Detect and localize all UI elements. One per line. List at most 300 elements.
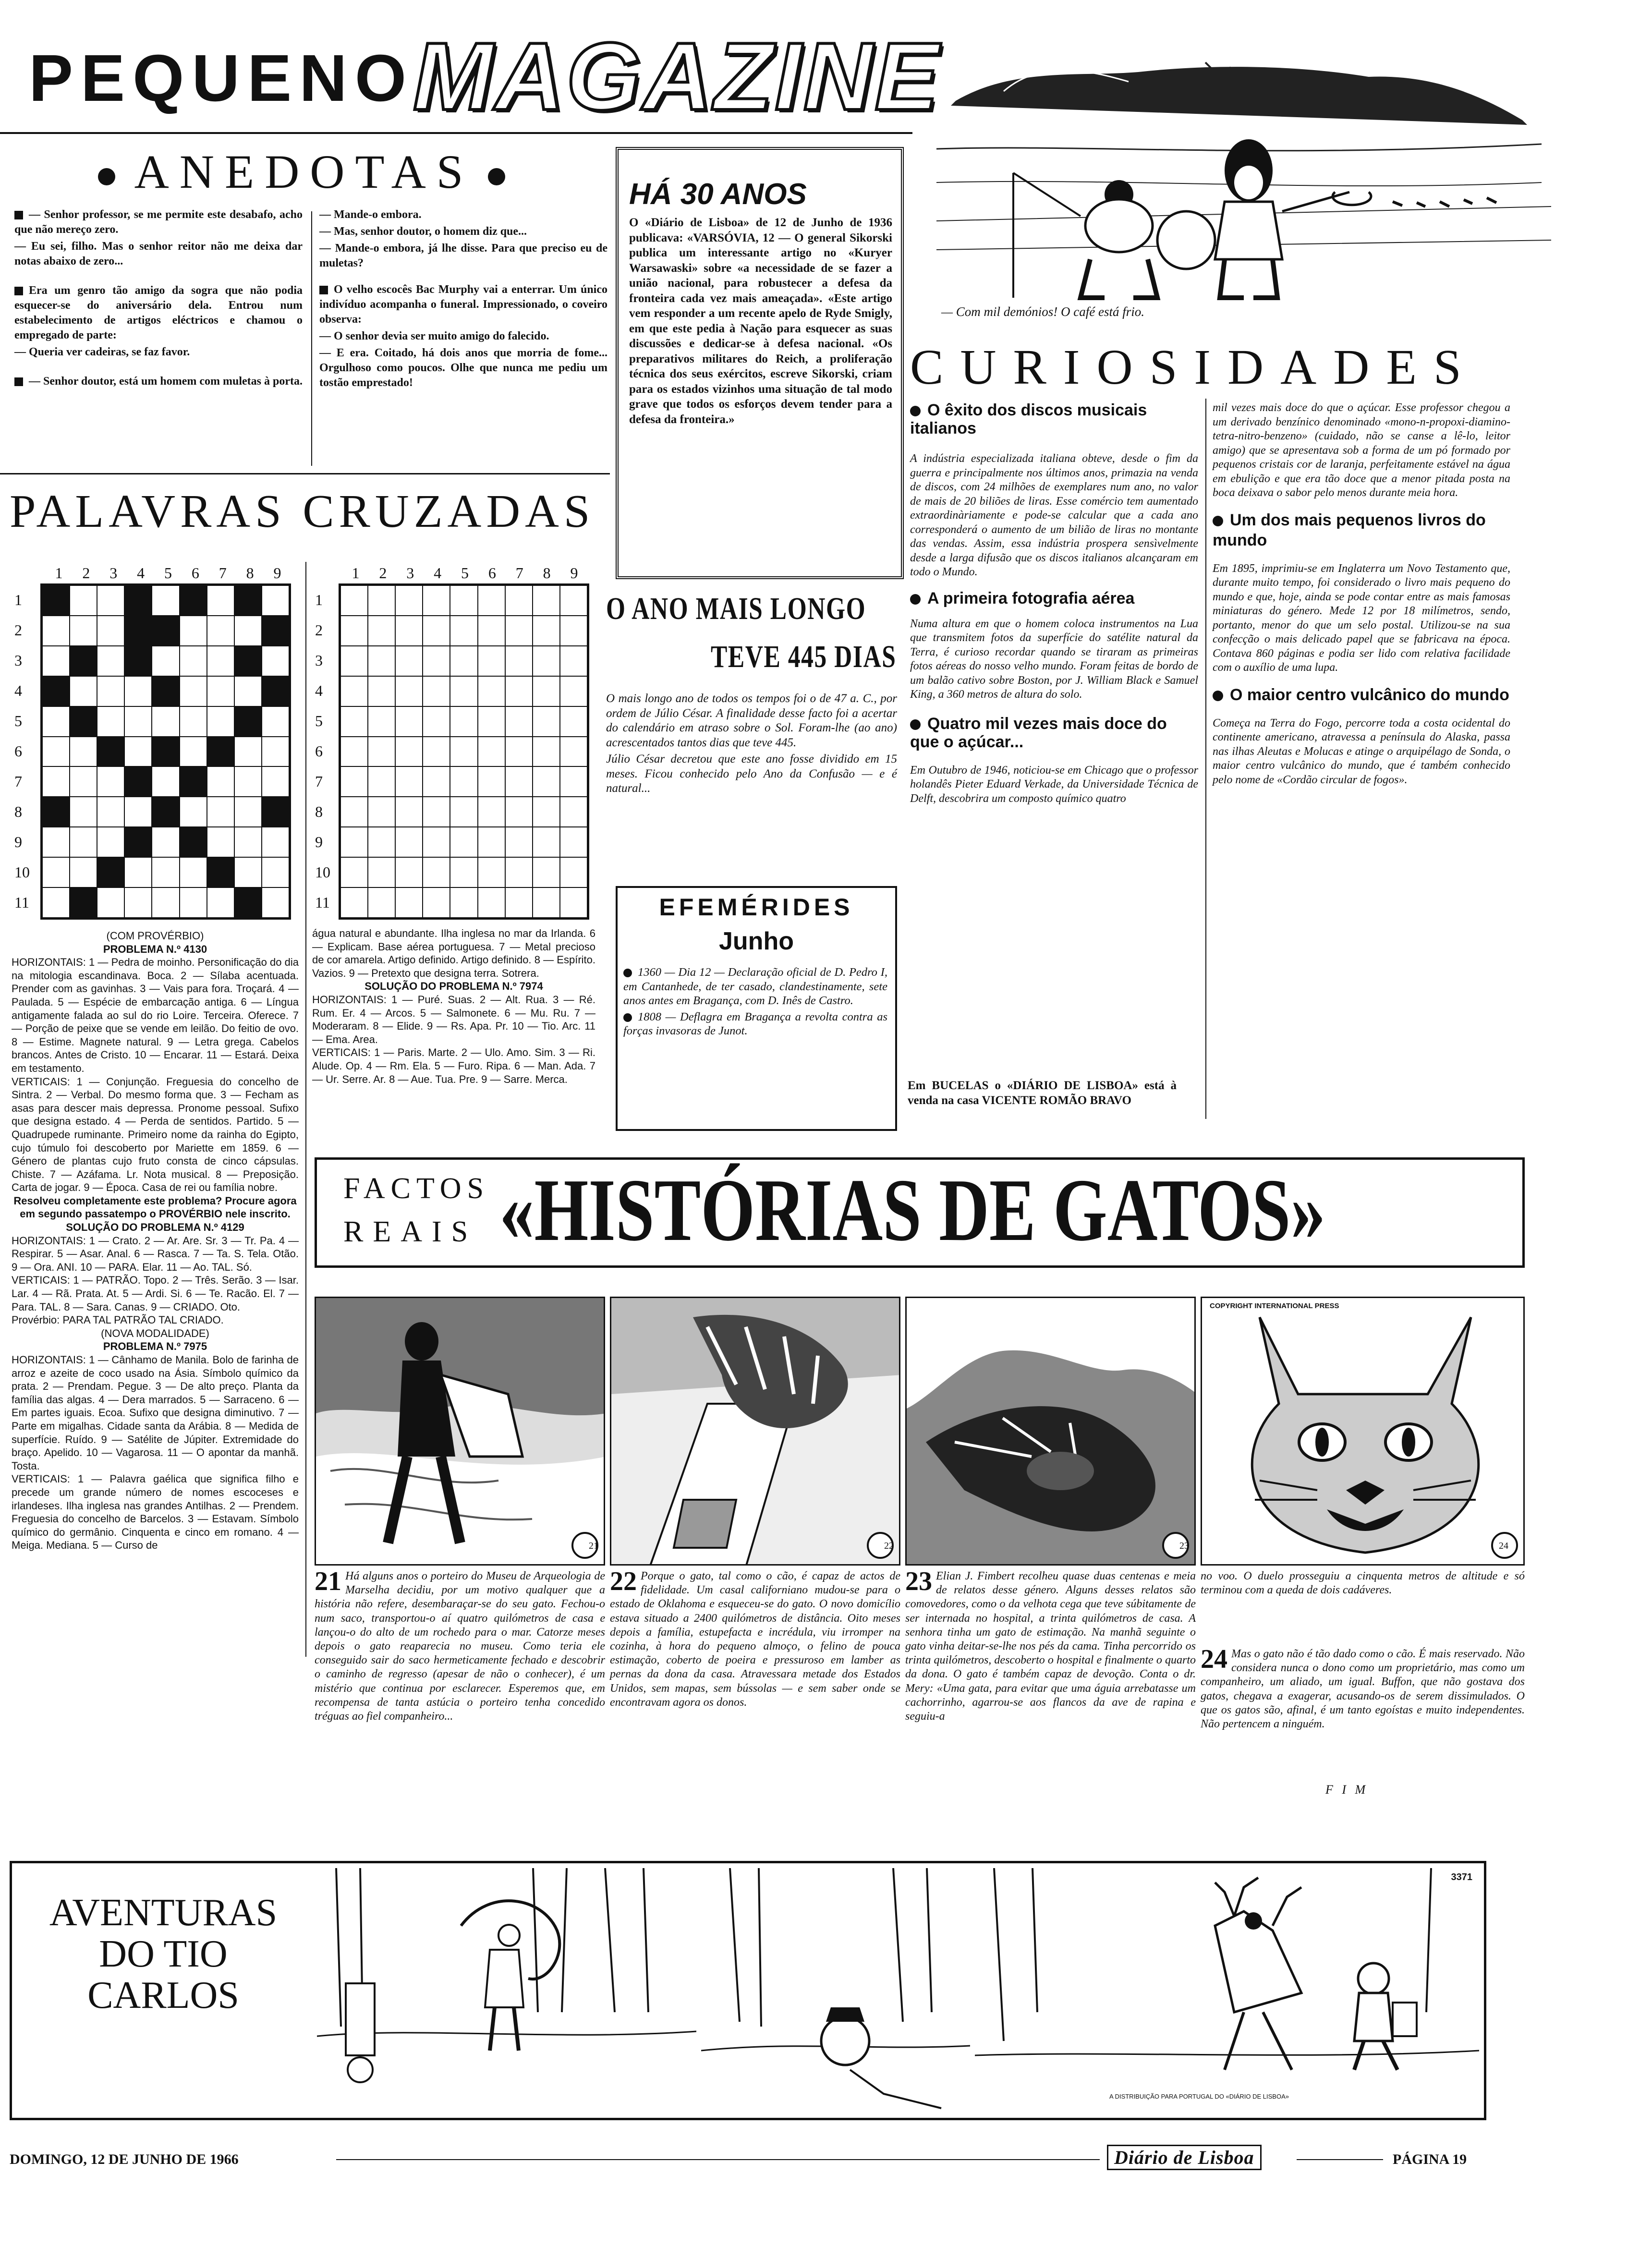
curiosity-heading: Um dos mais pequenos livros do mundo: [1213, 510, 1486, 549]
row-number: 5: [14, 712, 22, 729]
comic-panel-24: [1201, 1297, 1525, 1566]
crossword-cell[interactable]: [423, 676, 450, 706]
crossword-cell[interactable]: [533, 646, 560, 676]
crossword-cell[interactable]: [262, 797, 289, 827]
crossword-cell[interactable]: [234, 827, 262, 857]
comic-panel-22: [610, 1297, 900, 1566]
crossword-cell[interactable]: [234, 766, 262, 797]
crossword-cell[interactable]: [262, 857, 289, 887]
crossword-cell[interactable]: [423, 766, 450, 797]
crossword-cell[interactable]: [180, 706, 207, 737]
crossword-cell[interactable]: [207, 706, 234, 737]
crossword-cell[interactable]: [478, 646, 505, 676]
bullet-icon: [910, 594, 921, 605]
gatos-story-23-cont: no voo. O duelo prosseguiu a cinquenta metros de altitude e só terminou com a queda de dois cadáveres.: [1201, 1570, 1525, 1597]
crossword-cell[interactable]: [340, 887, 368, 918]
clue-heading: PROBLEMA N.º 7975: [103, 1340, 207, 1353]
crossword-cell[interactable]: [207, 857, 234, 887]
crossword-cell[interactable]: [368, 766, 395, 797]
story-text: Há alguns anos o porteiro do Museu de Arqueologia de Marselha decidiu, por um motivo qualquer que a história não refere, desembaraçar-se do seu gato. Fechou-o num saco, transportou-o aí quatro quilómetros de casa e lançou-o do alto de um rochedo para o mar. Catorze meses depois o gato reaparecia no museu. Como teria ele conseguido sair do saco hermeticamente fechado e descobrir o caminho de regresso (apesar de não o conhecer), é um mistério que continua por esclarecer. Esperemos que, em recompensa de tanta astúcia o porteiro tenha concedido tréguas ao fiel companheiro...: [315, 1570, 605, 1723]
crossword-cell[interactable]: [423, 585, 450, 616]
crossword-cell[interactable]: [478, 857, 505, 887]
crossword-cell[interactable]: [533, 737, 560, 767]
masthead-magazine: MAGAZINE: [413, 23, 941, 130]
strip-code: 3371: [1451, 1872, 1472, 1882]
clue-text: HORIZONTAIS: 1 — Cânhamo de Manila. Bolo de farinha de arroz e azeite de coco usado na Ásia. Símbolo químico da prata. 2 — Prendam. Pegue. 3 — De alto preço. Planta da família das algas. 4 — Dera marrados. 5 — Sarraceno. 6 — Em partes iguais. Ecoa. Sufixo que designa diminutivo. 7 — Parte em migalhas. Cidade santa da Arábia. 8 — Medida de superfície. Ruído. 9 — Satélite de Júpiter. Extremidade do braço. Apelido. 10 — Vagarosa. 11 — O apontar da manhã. Tosta.: [12, 1354, 299, 1472]
crossword-cell[interactable]: [207, 585, 234, 616]
crossword-cell[interactable]: [70, 585, 97, 616]
crossword-cell[interactable]: [42, 766, 70, 797]
crossword-cell[interactable]: [505, 737, 533, 767]
bullet-icon: [488, 168, 505, 185]
crossword-cell[interactable]: [533, 706, 560, 737]
crossword-cell[interactable]: [42, 827, 70, 857]
crossword-cell[interactable]: [368, 887, 395, 918]
crossword-cell[interactable]: [97, 585, 124, 616]
crossword-cell[interactable]: [478, 887, 505, 918]
footer-rule-right: [1297, 2159, 1383, 2160]
crossword-cell[interactable]: [505, 676, 533, 706]
crossword-cell[interactable]: [180, 887, 207, 918]
crossword-cell[interactable]: [423, 827, 450, 857]
joke-line: — Eu sei, filho. Mas o senhor reitor não me deixa dar notas abaixo de zero...: [14, 240, 303, 267]
crossword-cell[interactable]: [560, 646, 587, 676]
story-text: Porque o gato, tal como o cão, é capaz de actos de fidelidade. Um casal californiano mudou-se para o estado de Oklahoma e esqueceu-se do gato. O novo domicílio estava situado a 2400 quilómetros de distância. Oito meses depois a família, estupefacta e incrédula, viu irromper na cozinha, à hora do pequeno almoço, o felino de pouca estimação, coberto de poeira e pressuroso em lamber as pernas da dona da casa. Atravessara metade dos Estados Unidos, sem mapas, sem bússolas — e sem saber onde se encontravam agora os donos.: [610, 1570, 900, 1709]
crossword-cell[interactable]: [340, 676, 368, 706]
curiosity-text: Em 1895, imprimiu-se em Inglaterra um Novo Testamento que, durante muito tempo, foi considerado o livro mais pequeno do mundo e que, hoje, ainda se pode contar entre as mais famosas miniaturas do género. Mede 12 por 18 milímetros, sendo, portanto, menor do que um selo postal. Utilizou-se na sua confecção o mais delicado papel que se fabricava na época. Contava 860 páginas e podia ser lido com relativa facilidade com o auxílio de uma lupa.: [1213, 562, 1510, 674]
crossword-cell[interactable]: [124, 616, 152, 646]
clue-text: HORIZONTAIS: 1 — Puré. Suas. 2 — Alt. Rua. 3 — Ré. Rum. Er. 4 — Arcos. 5 — Salmonete. 6 — Mu. Ru. 7 — Moderaram. 8 — Elide. 9 — Rs. Apa. Pr. 10 — Tio. Arc. 11 — Ema. Area.: [312, 993, 595, 1045]
crossword-cell[interactable]: [505, 797, 533, 827]
crossword-cell[interactable]: [395, 766, 423, 797]
crossword-cell[interactable]: [42, 646, 70, 676]
col-number: 3: [406, 564, 414, 582]
crossword-cell[interactable]: [533, 857, 560, 887]
crossword-cell[interactable]: [368, 737, 395, 767]
crossword-cell[interactable]: [505, 585, 533, 616]
crossword-cell[interactable]: [152, 887, 179, 918]
crossword-cell[interactable]: [368, 797, 395, 827]
crossword-cell[interactable]: [560, 585, 587, 616]
crossword-cell[interactable]: [450, 585, 477, 616]
crossword-cell[interactable]: [234, 797, 262, 827]
crossword-cell[interactable]: [533, 827, 560, 857]
story-number: 24: [1201, 1644, 1227, 1674]
crossword-cell[interactable]: [368, 646, 395, 676]
bullet-icon: [14, 287, 23, 295]
crossword-grid-2[interactable]: [339, 583, 589, 920]
crossword-cell[interactable]: [42, 797, 70, 827]
crossword-cell[interactable]: [180, 827, 207, 857]
anedotas-title: [0, 144, 610, 199]
row-number: 10: [315, 863, 330, 881]
crossword-cell[interactable]: [340, 737, 368, 767]
crossword-cell[interactable]: [180, 737, 207, 767]
crossword-cell[interactable]: [478, 737, 505, 767]
crossword-clues-1: [12, 929, 299, 1552]
joke-line: — Mas, senhor doutor, o homem diz que...: [319, 225, 527, 238]
crossword-cell[interactable]: [533, 676, 560, 706]
crossword-cell[interactable]: [152, 857, 179, 887]
copyright-label: COPYRIGHT INTERNATIONAL PRESS: [1210, 1302, 1339, 1310]
crossword-cell[interactable]: [124, 706, 152, 737]
clue-heading: PROBLEMA N.º 4130: [103, 943, 207, 955]
row-number: 5: [315, 712, 323, 729]
curiosity-heading: O maior centro vulcânico do mundo: [1230, 685, 1509, 704]
bullet-icon: [319, 286, 328, 294]
crossword-cell[interactable]: [152, 797, 179, 827]
crossword-cell[interactable]: [180, 797, 207, 827]
crossword-cell[interactable]: [42, 676, 70, 706]
crossword-cell[interactable]: [560, 737, 587, 767]
crossword-cell[interactable]: [124, 676, 152, 706]
crossword-cell[interactable]: [207, 827, 234, 857]
footer-rule-left: [336, 2159, 1100, 2160]
crossword-cell[interactable]: [560, 706, 587, 737]
crossword-cell[interactable]: [42, 706, 70, 737]
clue-text: HORIZONTAIS: 1 — Crato. 2 — Ar. Are. Sr. 3 — Tr. Pa. 4 — Respirar. 5 — Asar. Anal. 6 — Rasca. 7 — Ta. S. Tela. Otão. 9 — Ora. ANI. 10 — PARA. Elar. 11 — Ao. TAL. Só.: [12, 1234, 299, 1273]
curiosidades-col-2: [1213, 401, 1510, 787]
crossword-cell[interactable]: [478, 585, 505, 616]
crossword-cell[interactable]: [450, 616, 477, 646]
crossword-cell[interactable]: [97, 887, 124, 918]
crossword-cell[interactable]: [262, 646, 289, 676]
curiosity-text: Em Outubro de 1946, noticiou-se em Chicago que o professor holandês Pieter Eduard Verkade, da Universidade Técnica de Delft, descobrira um composto químico quatro: [910, 764, 1198, 805]
crossword-cell[interactable]: [70, 766, 97, 797]
crossword-cell[interactable]: [368, 676, 395, 706]
crossword-cell[interactable]: [560, 676, 587, 706]
crossword-cell[interactable]: [207, 887, 234, 918]
joke-line: — Senhor professor, se me permite este desabafo, acho que não mereço zero.: [14, 208, 303, 236]
crossword-cell[interactable]: [505, 646, 533, 676]
crossword-cell[interactable]: [395, 585, 423, 616]
curiosity-heading: A primeira fotografia aérea: [927, 589, 1135, 607]
col-number: 9: [273, 564, 281, 582]
crossword-cell[interactable]: [478, 706, 505, 737]
crossword-cell[interactable]: [262, 706, 289, 737]
crossword-cell[interactable]: [234, 676, 262, 706]
gatos-fim: F I M: [1325, 1783, 1369, 1797]
crossword-cell[interactable]: [124, 827, 152, 857]
crossword-cell[interactable]: [395, 827, 423, 857]
crossword-cell[interactable]: [234, 616, 262, 646]
crossword-cell[interactable]: [560, 766, 587, 797]
row-number: 1: [315, 591, 323, 608]
crossword-cell[interactable]: [450, 737, 477, 767]
crossword-cell[interactable]: [234, 737, 262, 767]
bucelas-notice: Em BUCELAS o «DIÁRIO DE LISBOA» está à venda na casa VICENTE ROMÃO BRAVO: [908, 1079, 1177, 1107]
crossword-cell[interactable]: [207, 646, 234, 676]
crossword-cell[interactable]: [340, 797, 368, 827]
crossword-cell[interactable]: [395, 857, 423, 887]
ano-text: [606, 692, 897, 798]
col-number: 9: [570, 564, 578, 582]
crossword-cell[interactable]: [423, 797, 450, 827]
crossword-cell[interactable]: [124, 585, 152, 616]
crossword-cell[interactable]: [340, 585, 368, 616]
col-number: 8: [246, 564, 254, 582]
efemeride-item: 1360 — Dia 12 — Declaração oficial de D. Pedro I, em Cantanhede, de ter casado, clandestinamente, sete anos antes em Bragança, com D. Inês de Castro.: [623, 966, 887, 1007]
story-number: 23: [905, 1567, 932, 1596]
joke-line: — Senhor doutor, está um homem com muletas à porta.: [29, 375, 303, 388]
crossword-cell[interactable]: [70, 676, 97, 706]
bullet-icon: [910, 406, 921, 416]
crossword-cell[interactable]: [70, 827, 97, 857]
curiosidades-col-1: [910, 401, 1198, 806]
crossword-cell[interactable]: [340, 766, 368, 797]
crossword-cell[interactable]: [124, 646, 152, 676]
ano-title-1: O ANO MAIS LONGO: [606, 591, 866, 626]
crossword-cell[interactable]: [478, 797, 505, 827]
row-number: 9: [14, 833, 22, 850]
joke-line: — O senhor devia ser muito amigo do falecido.: [319, 330, 549, 342]
joke-line: — Mande-o embora, já lhe disse. Para que preciso eu de muletas?: [319, 242, 607, 269]
clue-text: HORIZONTAIS: 1 — Pedra de moinho. Personificação do dia na mitologia escandinava. Boca. 2 — Sílaba acentuada. Prender com as gavinhas. 3 — Vais para fora. Troçará. 4 — Paulada. 5 — Espécie de embarcação antiga. 6 — Língua antigamente falada ao sul do rio Loire. Terceira. Oferece. 7 — Porção de peixe que se vende em leilão. Do feitio de ovo. 8 — Estime. Magnete natural. 9 — Letra grega. Cabelos brancos. Antes de Cristo. 10 — Encarar. 11 — Estará. Deixa em testamento.: [12, 956, 299, 1074]
crossword-cell[interactable]: [262, 585, 289, 616]
crossword-cell[interactable]: [340, 646, 368, 676]
crossword-cell[interactable]: [340, 616, 368, 646]
crossword-cell[interactable]: [450, 857, 477, 887]
gatos-story-22: [610, 1569, 900, 1710]
crossword-cell[interactable]: [450, 706, 477, 737]
clue-text: Provérbio: PARA TAL PATRÃO TAL CRIADO.: [12, 1314, 224, 1326]
col-number: 5: [461, 564, 469, 582]
crossword-cell[interactable]: [368, 585, 395, 616]
crossword-cell[interactable]: [423, 887, 450, 918]
crossword-cell[interactable]: [124, 766, 152, 797]
clue-text: VERTICAIS: 1 — Conjunção. Freguesia do concelho de Sintra. 2 — Verbal. Do mesmo forma que. 3 — Fecham as asas para descer mais depressa. Pronome pessoal. Sufixo que designa estado. 4 — Perda de sentidos. Partido. 5 — Quadrupede ruminante. Primeiro nome da rainha do Egipto, cujo túmulo foi descoberto por Mariette em 1859. 6 — Género de plantas cujo fruto consta de cinco cápsulas. Chiste. 7 — Azáfama. Lr. Nota musical. 8 — Preposição. Carta de jogar. 9 — Época. Casa de rei ou família nobre.: [12, 1075, 299, 1194]
crossword-clues-2: [312, 927, 595, 1086]
crossword-cell[interactable]: [560, 887, 587, 918]
footer-logo: Diário de Lisboa: [1107, 2145, 1262, 2170]
crossword-cell[interactable]: [262, 766, 289, 797]
panel-num-22: 22: [884, 1541, 894, 1551]
curiosity-text: Numa altura em que o homem coloca instrumentos na Lua que transmitem fotos da superfície do satélite natural da Terra, é curioso recordar quando se tiraram as primeiras fotos aéreas do nosso velho mundo. Foram feitas de bordo de um balão cativo sobre Boston, por J. William Black e Samuel King, a 360 metros de altura do solo.: [910, 617, 1198, 701]
crossword-cell[interactable]: [70, 616, 97, 646]
crossword-cell[interactable]: [262, 737, 289, 767]
crossword-cell[interactable]: [124, 857, 152, 887]
crossword-cell[interactable]: [505, 616, 533, 646]
crossword-cell[interactable]: [423, 737, 450, 767]
crossword-cell[interactable]: [340, 857, 368, 887]
crossword-cell[interactable]: [70, 646, 97, 676]
crossword-cell[interactable]: [70, 887, 97, 918]
crossword-cell[interactable]: [234, 646, 262, 676]
crossword-cell[interactable]: [505, 827, 533, 857]
crossword-cell[interactable]: [180, 585, 207, 616]
crossword-cell[interactable]: [97, 676, 124, 706]
crossword-cell[interactable]: [505, 706, 533, 737]
crossword-cell[interactable]: [395, 887, 423, 918]
ano-paragraph: O mais longo ano de todos os tempos foi o de 47 a. C., por ordem de Júlio César. A finalidade desse facto foi a acertar do calendário em atraso sobre o Sol. Foram-lhe (ao ano) acrescentados tantos dias que teve 445.: [606, 692, 897, 749]
crossword-cell[interactable]: [180, 646, 207, 676]
story-text: Elian J. Fimbert recolheu quase duas centenas e meia de relatos desse género. Alguns desses relatos são comovedores, como o da velhota cega que teve súbitamente de ser internada no hospital, a trinta quilómetros de casa. A senhora tinha um gato de estimação. Na manhã seguinte o gato vinha deitar-se-lhe nos pés da cama. Tinha percorrido os trinta quilómetros, descoberto o hospital e finalmente o quarto da dona. O gato é também capaz de devoção. Conta o dr. Mery: «Uma gata, para evitar que uma águia arrebatasse um cachorrinho, agarrou-se aos flancos da ave de rapina e seguiu-a: [905, 1570, 1196, 1723]
crossword-cell[interactable]: [478, 766, 505, 797]
crossword-cell[interactable]: [42, 737, 70, 767]
row-number: 7: [315, 773, 323, 790]
bullet-icon: [1213, 516, 1223, 526]
grid2-col-numbers: [342, 564, 588, 582]
crossword-cell[interactable]: [180, 857, 207, 887]
crossword-cell[interactable]: [368, 616, 395, 646]
crossword-cell[interactable]: [560, 827, 587, 857]
clue-text: VERTICAIS: 1 — Paris. Marte. 2 — Ulo. Amo. Sim. 3 — Ri. Alude. Op. 4 — Rm. Ela. 5 — Furo. Ripa. 6 — Man. Ada. 7 — Ur. Serre. Ar. 8 — Aue. Tua. Pre. 9 — Sarre. Merca.: [312, 1046, 595, 1085]
crossword-cell[interactable]: [124, 797, 152, 827]
clue-heading: SOLUÇÃO DO PROBLEMA N.º 7974: [364, 980, 543, 993]
bullet-icon: [14, 211, 23, 219]
crossword-cell[interactable]: [97, 646, 124, 676]
crossword-cell[interactable]: [207, 676, 234, 706]
crossword-cell[interactable]: [340, 827, 368, 857]
crossword-cell[interactable]: [450, 676, 477, 706]
crossword-cell[interactable]: [70, 797, 97, 827]
crossword-cell[interactable]: [97, 827, 124, 857]
tio-carlos-panel-1: [317, 1868, 696, 2111]
crossword-cell[interactable]: [234, 857, 262, 887]
joke-line: — E era. Coitado, há dois anos que morria de fome... Orgulhoso como poucos. Olhe que nunca me pediu um tostão emprestado!: [319, 347, 607, 389]
crossword-cell[interactable]: [505, 887, 533, 918]
crossword-cell[interactable]: [207, 766, 234, 797]
crossword-cell[interactable]: [560, 797, 587, 827]
crossword-cell[interactable]: [368, 827, 395, 857]
strip-credit: A DISTRIBUIÇÃO PARA PORTUGAL DO «DIÁRIO DE LISBOA»: [1109, 2093, 1289, 2100]
joke-line: — Mande-o embora.: [319, 208, 422, 221]
crossword-cell[interactable]: [533, 616, 560, 646]
crossword-cell[interactable]: [395, 737, 423, 767]
crossword-cell[interactable]: [70, 737, 97, 767]
crossword-cell[interactable]: [450, 887, 477, 918]
crossword-cell[interactable]: [70, 857, 97, 887]
story-text: Mas o gato não é tão dado como o cão. É mais reservado. Não considera nunca o dono como um proprietário, mas como um companheiro, um aliado, um igual. Buffon, que não gostava dos gatos, chegava a exagerar, acusando-os de serem dissimulados. O que os gatos são, afinal, é um tanto egoístas e muito independentes. Não pertencem a ninguém.: [1201, 1648, 1525, 1731]
crossword-cell[interactable]: [505, 857, 533, 887]
crossword-cell[interactable]: [262, 827, 289, 857]
clue-text: VERTICAIS: 1 — Palavra gaélica que significa filho e precede um grande número de nomes escoceses e irlandeses. Ilha inglesa nas grandes Antilhas. 2 — Prendem. Freguesia do concelho de Barcelos. 3 — Estavam. Símbolo químico do germânio. Cinquenta e cinco em romano. 4 — Meiga. Mediana. 5 — Curso de: [12, 1473, 299, 1552]
crossword-cell[interactable]: [450, 827, 477, 857]
row-number: 9: [315, 833, 323, 850]
crossword-cell[interactable]: [97, 706, 124, 737]
crossword-cell[interactable]: [368, 857, 395, 887]
panel-num-21: 21: [589, 1541, 598, 1551]
crossword-cell[interactable]: [152, 616, 179, 646]
curiosidades-title: CURIOSIDADES: [910, 340, 1478, 395]
crossword-cell[interactable]: [97, 797, 124, 827]
crossword-cell[interactable]: [42, 616, 70, 646]
crossword-cell[interactable]: [478, 616, 505, 646]
crossword-cell[interactable]: [180, 616, 207, 646]
crossword-cell[interactable]: [42, 887, 70, 918]
crossword-cell[interactable]: [70, 706, 97, 737]
crossword-cell[interactable]: [533, 766, 560, 797]
crossword-cell[interactable]: [478, 827, 505, 857]
crossword-cell[interactable]: [42, 857, 70, 887]
crossword-cell[interactable]: [533, 887, 560, 918]
crossword-cell[interactable]: [152, 646, 179, 676]
crossword-cell[interactable]: [450, 797, 477, 827]
clue-heading: (NOVA MODALIDADE): [101, 1327, 209, 1339]
crossword-cell[interactable]: [478, 676, 505, 706]
col-number: 5: [164, 564, 172, 582]
row-number: 6: [315, 742, 323, 760]
crossword-cell[interactable]: [560, 857, 587, 887]
crossword-cell[interactable]: [234, 706, 262, 737]
crossword-cell[interactable]: [262, 887, 289, 918]
crossword-cell[interactable]: [152, 676, 179, 706]
gatos-title: «HISTÓRIAS DE GATOS»: [499, 1161, 1325, 1260]
crossword-cell[interactable]: [560, 616, 587, 646]
crossword-cell[interactable]: [423, 857, 450, 887]
bullet-icon: [14, 377, 23, 386]
crossword-cell[interactable]: [152, 585, 179, 616]
crossword-cell[interactable]: [152, 706, 179, 737]
crossword-cell[interactable]: [368, 706, 395, 737]
crossword-cell[interactable]: [423, 706, 450, 737]
curiosity-text: Começa na Terra do Fogo, percorre toda a costa ocidental do continente americano, atravessa a península do Alaska, passa nas ilhas Aleutas e Molucas e atinge o arquipélago de Sonda, o maior centro vulcânico do mundo, que é também conhecido pelo nome de «Cordão circular de fogos».: [1213, 717, 1510, 786]
comic-panel-21: [315, 1297, 605, 1566]
tio-carlos-panel-2: [701, 1868, 970, 2111]
crossword-cell[interactable]: [423, 646, 450, 676]
crossword-cell[interactable]: [395, 616, 423, 646]
crossword-cell[interactable]: [97, 737, 124, 767]
crossword-cell[interactable]: [97, 766, 124, 797]
crossword-cell[interactable]: [124, 887, 152, 918]
crossword-grid-1[interactable]: [40, 583, 291, 920]
crossword-cell[interactable]: [97, 616, 124, 646]
row-number: 3: [315, 652, 323, 669]
crossword-cell[interactable]: [450, 646, 477, 676]
crossword-cell[interactable]: [533, 797, 560, 827]
crossword-cell[interactable]: [450, 766, 477, 797]
section-rule: [0, 473, 610, 474]
crossword-cell[interactable]: [207, 737, 234, 767]
crossword-cell[interactable]: [124, 737, 152, 767]
comic-panel-23: [905, 1297, 1196, 1566]
crossword-cell[interactable]: [180, 676, 207, 706]
efemeride-item: 1808 — Deflagra em Bragança a revolta contra as forças invasoras de Junot.: [623, 1010, 887, 1037]
crossword-cell[interactable]: [505, 766, 533, 797]
clue-heading: SOLUÇÃO DO PROBLEMA N.º 4129: [66, 1221, 244, 1234]
crossword-cell[interactable]: [42, 585, 70, 616]
crossword-cell[interactable]: [234, 585, 262, 616]
crossword-cell[interactable]: [152, 827, 179, 857]
crossword-cell[interactable]: [262, 616, 289, 646]
col-number: 1: [352, 564, 360, 582]
crossword-cell[interactable]: [152, 766, 179, 797]
crossword-cell[interactable]: [97, 857, 124, 887]
clue-text: água natural e abundante. Ilha inglesa no mar da Irlanda. 6 — Explicam. Base aérea portuguesa. 7 — Metal precioso de cor amarela. Artigo definido. Artigo definido. 8 — Espírito. Vazios. 9 — Pretexto que designa terra. Sotrera.: [312, 927, 595, 979]
crossword-cell[interactable]: [180, 766, 207, 797]
crossword-cell[interactable]: [395, 797, 423, 827]
row-number: 3: [14, 652, 22, 669]
anedotas-right-column: [319, 207, 607, 392]
grid1-col-numbers: [45, 564, 291, 582]
row-number: 4: [14, 682, 22, 699]
crossword-cell[interactable]: [234, 887, 262, 918]
crossword-cell[interactable]: [395, 706, 423, 737]
crossword-cell[interactable]: [262, 676, 289, 706]
cartoon-caption: — Com mil demónios! O café está frio.: [941, 304, 1144, 319]
crossword-cell[interactable]: [423, 616, 450, 646]
col-number: 8: [543, 564, 551, 582]
crossword-cell[interactable]: [340, 706, 368, 737]
crossword-cell[interactable]: [395, 646, 423, 676]
crossword-cell[interactable]: [395, 676, 423, 706]
crossword-cell[interactable]: [533, 585, 560, 616]
crossword-cell[interactable]: [207, 797, 234, 827]
story-number: 21: [315, 1567, 341, 1596]
crossword-cell[interactable]: [152, 737, 179, 767]
gatos-factos: FACTOS: [343, 1172, 490, 1205]
crossword-cell[interactable]: [207, 616, 234, 646]
